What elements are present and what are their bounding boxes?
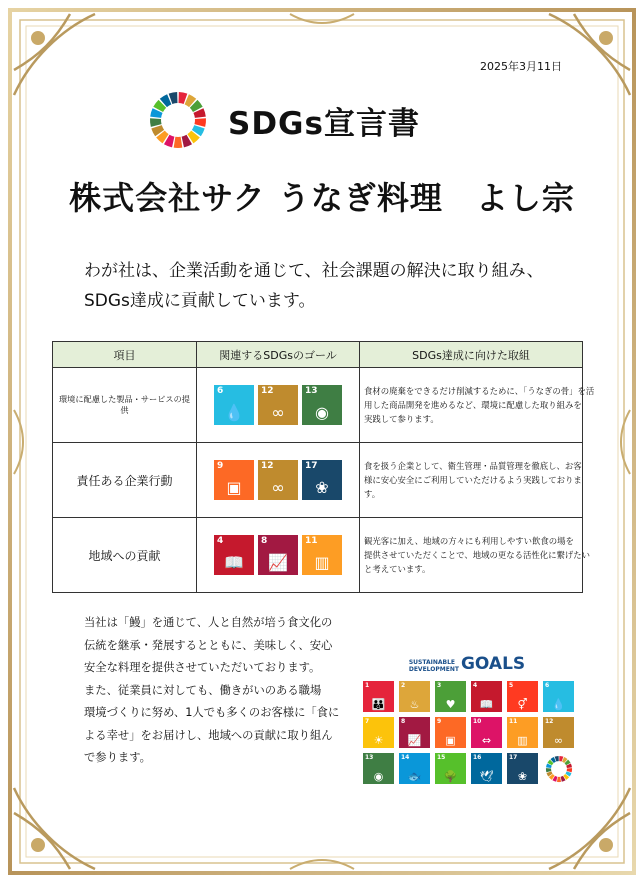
goals-logo-line2: DEVELOPMENT [408,666,459,673]
sdg-goal-8-tile [399,717,430,748]
goal-glyph-icon: ▥ [517,734,528,747]
goal-glyph-icon: 📈 [407,734,422,747]
goal-glyph-icon: ⚥ [517,698,528,711]
goal-glyph-icon: ◉ [373,770,384,783]
row-item: 地域への貢献 [53,518,197,593]
infinity-icon: ∞ [271,403,285,422]
goal-number: 8 [261,536,268,546]
goal-glyph-icon: ☀ [373,734,384,747]
closing-line: また、従業員に対しても、働きがいのある職場 [84,683,322,697]
buildings-icon: ▥ [314,553,330,572]
header-actions: SDGs達成に向けた取組 [360,342,583,368]
intro-statement [84,256,544,316]
sdgs-wheel-icon [148,90,208,150]
goal-number: 11 [509,718,518,725]
sdg-goal-9-tile [214,460,254,500]
sdg-goal-5-tile [507,681,538,712]
goal-glyph-icon: ❀ [517,770,528,783]
goal-number: 9 [217,461,224,471]
table-row [53,518,583,593]
row-goals [197,368,360,443]
goal-glyph-icon: 🐟 [407,770,422,783]
sdg-goal-6-tile [543,681,574,712]
closing-line: よる幸せ」をお届けし、地域への貢献に取り組ん [84,728,333,742]
sdg-goal-4-tile [471,681,502,712]
goal-number: 10 [473,718,482,725]
goal-number: 7 [365,718,370,725]
water-drop-icon: 💧 [224,403,244,422]
row-action [360,443,583,518]
goal-glyph-icon: 🌳 [443,770,458,783]
sdg-goal-17-tile [302,460,342,500]
infinity-icon: ∞ [271,478,285,497]
sdg-goal-16-tile [471,753,502,784]
table-header-row [53,342,583,368]
row-item: 責任ある企業行動 [53,443,197,518]
globe-eye-icon: ◉ [315,403,329,422]
sdg-goal-12-tile [543,717,574,748]
closing-line: 伝統を継承・発展するとともに、美味しく、安心 [84,638,333,652]
row-goals [197,443,360,518]
goal-glyph-icon: ∞ [553,734,564,747]
action-line: す。 [364,489,381,499]
sdg-goal-10-tile [471,717,502,748]
document-title: SDGs宣言書 [228,105,420,142]
action-line: 様に安心安全にご利用していただけるよう実践しておりま [364,475,582,485]
sdg-goal-7-tile [363,717,394,748]
goal-number: 12 [261,386,274,396]
action-line: 食を扱う企業として、衛生管理・品質管理を徹底し、お客 [364,461,582,471]
goal-number: 13 [365,754,374,761]
sdgs-goals-poster [363,656,571,784]
company-name: 株式会社サク うなぎ料理 よし宗 [69,179,575,217]
goals-logo-line1: SUSTAINABLE [408,659,456,666]
goal-glyph-icon: 📖 [479,698,494,711]
sdg-goal-6-tile [214,385,254,425]
sdg-goal-17-tile [507,753,538,784]
goal-number: 6 [217,386,224,396]
goal-glyph-icon: ⇔ [481,734,492,747]
goal-number: 6 [545,682,550,689]
sdg-goal-8-tile [258,535,298,575]
sdg-goal-9-tile [435,717,466,748]
goal-number: 9 [437,718,442,725]
sdgs-goals-grid [363,681,571,784]
goal-number: 17 [305,461,318,471]
closing-line: で参ります。 [84,751,151,764]
goal-glyph-icon: 🕊 [479,770,494,783]
goal-number: 11 [305,536,318,546]
closing-line: 環境づくりに努め、1人でも多くのお客様に「食に [84,706,340,719]
goal-number: 12 [261,461,274,471]
sdg-goal-4-tile [214,535,254,575]
action-line: 提供させていただくことで、地域の更なる活性化に繋げたい [364,550,590,560]
goal-number: 15 [437,754,446,761]
action-line: 用した商品開発を進めるなど、環境に配慮した取り組みを [364,400,582,410]
goal-number: 4 [217,536,224,546]
sdgs-wheel-icon [545,755,573,783]
closing-line: 当社は「鰻」を通じて、人と自然が培う食文化の [84,616,333,629]
growth-chart-icon: 📈 [268,553,288,572]
sdg-goal-11-tile [302,535,342,575]
goals-logo-text: GOALS [460,654,526,674]
row-goals [197,518,360,593]
sdg-goal-1-tile [363,681,394,712]
goal-glyph-icon: ♥ [445,698,456,711]
intro-line: わが社は、企業活動を通じて、社会課題の解決に取り組み、 [84,261,544,281]
table-row [53,443,583,518]
action-line: 実践して参ります。 [364,414,439,424]
closing-statement [84,612,339,770]
goal-number: 14 [401,754,410,761]
action-line: と考えています。 [364,564,431,574]
flower-icon: ❀ [315,478,329,497]
sdg-goal-15-tile [435,753,466,784]
goal-glyph-icon: 💧 [551,698,566,711]
sdg-goal-2-tile [399,681,430,712]
goal-glyph-icon: ♨ [409,698,420,711]
goal-number: 1 [365,682,370,689]
goal-number: 16 [473,754,482,761]
sdg-goal-3-tile [435,681,466,712]
goal-number: 3 [437,682,442,689]
goal-number: 5 [509,682,514,689]
book-icon: 📖 [224,553,244,572]
action-line: 食材の廃棄をできるだけ削減するために、「うなぎの骨」を活 [364,386,595,396]
goal-number: 8 [401,718,406,725]
row-item: 環境に配慮した製品・サービスの提供 [53,368,197,443]
table-row [53,368,583,443]
goal-number: 12 [545,718,554,725]
sdg-goal-13-tile [302,385,342,425]
header-goals: 関連するSDGsのゴール [197,342,360,368]
goal-glyph-icon: 👪 [371,698,386,711]
sdg-goal-12-tile [258,460,298,500]
sdgs-goals-logo [363,656,571,673]
sdg-goal-11-tile [507,717,538,748]
header-item: 項目 [53,342,197,368]
declaration-date: 2025年3月11日 [480,60,562,73]
cubes-icon: ▣ [226,478,242,497]
goal-number: 2 [401,682,406,689]
goal-number: 17 [509,754,518,761]
sdg-initiatives-table [52,341,595,593]
sdgs-header [148,90,420,150]
row-action [360,518,590,593]
sdgs-wheel-tile [543,753,574,784]
sdg-goal-13-tile [363,753,394,784]
sdg-goal-14-tile [399,753,430,784]
closing-line: 安全な料理を提供させていただいております。 [84,661,321,674]
row-action [360,368,595,443]
intro-line: SDGs達成に貢献しています。 [84,291,316,311]
action-line: 観光客に加え、地域の方々にも利用しやすい飲食の場を [364,536,574,546]
sdg-goal-12-tile [258,385,298,425]
goal-number: 4 [473,682,478,689]
goal-glyph-icon: ▣ [445,734,456,747]
goal-number: 13 [305,386,318,396]
